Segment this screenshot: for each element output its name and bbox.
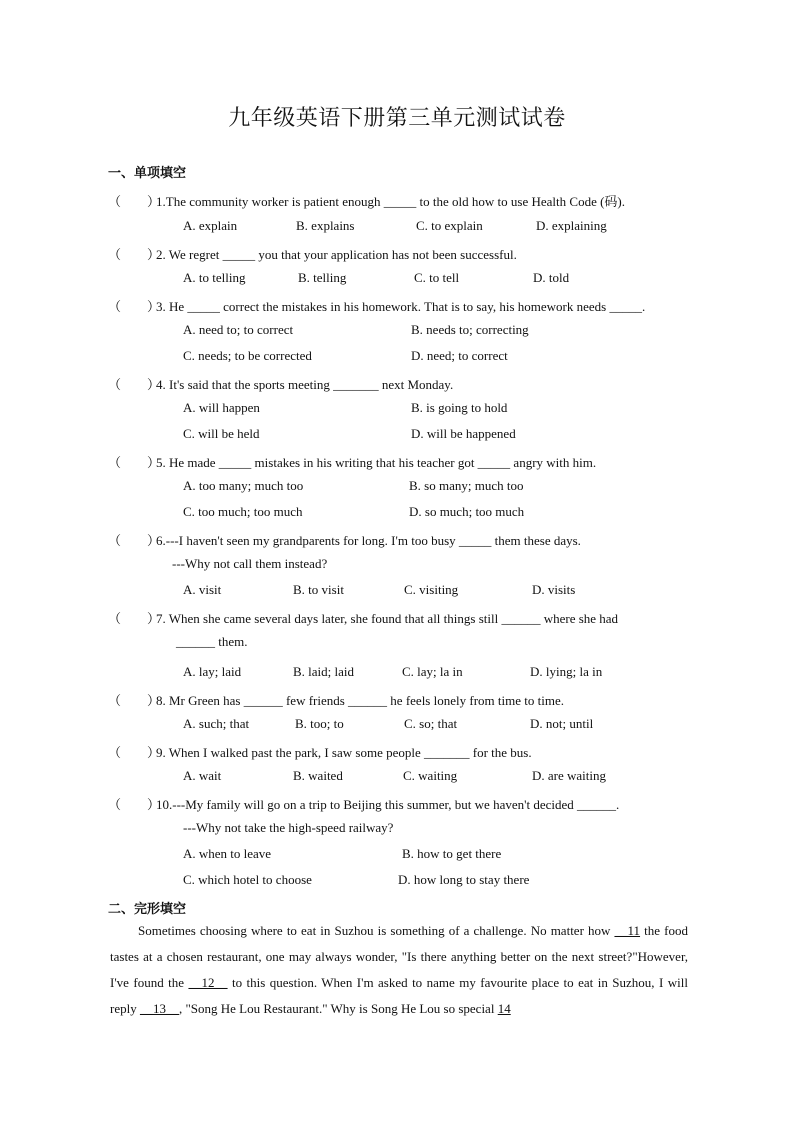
option-b: B. to visit bbox=[293, 582, 344, 597]
answer-bracket[interactable]: （ ） bbox=[108, 693, 161, 708]
answer-bracket[interactable]: （ ） bbox=[108, 299, 161, 314]
option-b: B. so many; much too bbox=[409, 478, 524, 493]
question-9 bbox=[108, 742, 532, 761]
question-1 bbox=[108, 191, 625, 210]
option-c: C. to explain bbox=[416, 218, 483, 233]
section-heading-single-choice: 一、单项填空 bbox=[108, 166, 187, 181]
blank-11[interactable]: __11 bbox=[614, 923, 641, 938]
question-stem: 5. He made _____ mistakes in his writing that his teacher got _____ angry with him. bbox=[156, 455, 597, 470]
page-title: 九年级英语下册第三单元测试试卷 bbox=[228, 106, 566, 131]
option-d: D. so much; too much bbox=[409, 504, 525, 519]
option-a: A. to telling bbox=[183, 270, 246, 285]
passage-text: Sometimes choosing where to eat in Suzhou is something of a challenge. No matter how bbox=[138, 923, 615, 938]
question-stem: 2. We regret _____ you that your application has not been successful. bbox=[156, 247, 517, 262]
question-stem: 4. It's said that the sports meeting _______ next Monday. bbox=[156, 377, 454, 392]
option-b: B. telling bbox=[298, 270, 347, 285]
option-c: C. will be held bbox=[183, 426, 260, 441]
option-c: C. too much; too much bbox=[183, 504, 303, 519]
option-d: D. will be happened bbox=[411, 426, 516, 441]
question-7 bbox=[108, 608, 618, 627]
option-d: D. need; to correct bbox=[411, 348, 508, 363]
option-d: D. how long to stay there bbox=[398, 872, 530, 887]
question-2 bbox=[108, 244, 517, 263]
option-b: B. too; to bbox=[295, 716, 344, 731]
option-a: A. too many; much too bbox=[183, 478, 304, 493]
option-a: A. need to; to correct bbox=[183, 322, 294, 337]
option-b: B. needs to; correcting bbox=[411, 322, 529, 337]
option-b: B. explains bbox=[296, 218, 355, 233]
option-a: A. such; that bbox=[183, 716, 250, 731]
option-a: A. explain bbox=[183, 218, 238, 233]
question-6-reply: ---Why not call them instead? bbox=[172, 556, 328, 571]
answer-bracket[interactable]: （ ） bbox=[108, 533, 161, 548]
option-d: D. not; until bbox=[530, 716, 594, 731]
option-a: A. when to leave bbox=[183, 846, 272, 861]
section-heading-cloze: 二、完形填空 bbox=[108, 902, 187, 917]
option-c: C. lay; la in bbox=[402, 664, 463, 679]
blank-12[interactable]: __12__ bbox=[188, 975, 228, 990]
option-c: C. which hotel to choose bbox=[183, 872, 312, 887]
answer-bracket[interactable]: （ ） bbox=[108, 611, 161, 626]
question-8 bbox=[108, 690, 564, 709]
option-c: C. waiting bbox=[403, 768, 458, 783]
option-a: A. wait bbox=[183, 768, 222, 783]
question-5 bbox=[108, 452, 596, 471]
question-3 bbox=[108, 296, 645, 315]
option-c: C. visiting bbox=[404, 582, 459, 597]
option-d: D. told bbox=[533, 270, 570, 285]
option-b: B. laid; laid bbox=[293, 664, 355, 679]
option-a: A. visit bbox=[183, 582, 222, 597]
question-stem: 10.---My family will go on a trip to Beijing this summer, but we haven't decided ______. bbox=[156, 797, 620, 812]
option-b: B. waited bbox=[293, 768, 343, 783]
option-d: D. explaining bbox=[536, 218, 607, 233]
cloze-passage bbox=[110, 918, 688, 1022]
passage-text: the food tastes at a chosen restaurant, one may always wonder, "Is there anything better on the next street?"However, I've found the bbox=[110, 923, 688, 990]
option-c: C. to tell bbox=[414, 270, 460, 285]
option-a: A. lay; laid bbox=[183, 664, 242, 679]
option-c: C. so; that bbox=[404, 716, 458, 731]
option-c: C. needs; to be corrected bbox=[183, 348, 312, 363]
option-b: B. how to get there bbox=[402, 846, 502, 861]
question-stem: 7. When she came several days later, she found that all things still ______ where she had bbox=[156, 611, 619, 626]
question-10 bbox=[108, 794, 619, 813]
answer-bracket[interactable]: （ ） bbox=[108, 797, 161, 812]
question-stem: 9. When I walked past the park, I saw some people _______ for the bus. bbox=[156, 745, 532, 760]
answer-bracket[interactable]: （ ） bbox=[108, 377, 161, 392]
passage-text: , "Song He Lou Restaurant." Why is Song He Lou so special bbox=[178, 1001, 498, 1016]
option-b: B. is going to hold bbox=[411, 400, 508, 415]
question-stem: 1.The community worker is patient enough _____ to the old how to use Health Code (码). bbox=[156, 194, 625, 209]
option-d: D. are waiting bbox=[532, 768, 607, 783]
answer-bracket[interactable]: （ ） bbox=[108, 745, 161, 760]
option-a: A. will happen bbox=[183, 400, 260, 415]
option-d: D. visits bbox=[532, 582, 576, 597]
blank-14[interactable]: 14 bbox=[497, 1001, 511, 1016]
question-stem: 3. He _____ correct the mistakes in his homework. That is to say, his homework needs _____. bbox=[156, 299, 646, 314]
question-7-continuation: ______ them. bbox=[176, 634, 248, 649]
question-4 bbox=[108, 374, 453, 393]
blank-13[interactable]: __13__ bbox=[139, 1001, 179, 1016]
question-6 bbox=[108, 530, 581, 549]
answer-bracket[interactable]: （ ） bbox=[108, 247, 161, 262]
answer-bracket[interactable]: （ ） bbox=[108, 455, 161, 470]
passage-text: to this question. When I'm asked to name my favourite place to eat in Suzhou, I will reply bbox=[110, 975, 688, 1016]
answer-bracket[interactable]: （ ） bbox=[108, 194, 161, 209]
option-d: D. lying; la in bbox=[530, 664, 603, 679]
question-10-reply: ---Why not take the high-speed railway? bbox=[183, 820, 394, 835]
question-stem: 6.---I haven't seen my grandparents for long. I'm too busy _____ them these days. bbox=[156, 533, 581, 548]
question-stem: 8. Mr Green has ______ few friends ______ he feels lonely from time to time. bbox=[156, 693, 564, 708]
